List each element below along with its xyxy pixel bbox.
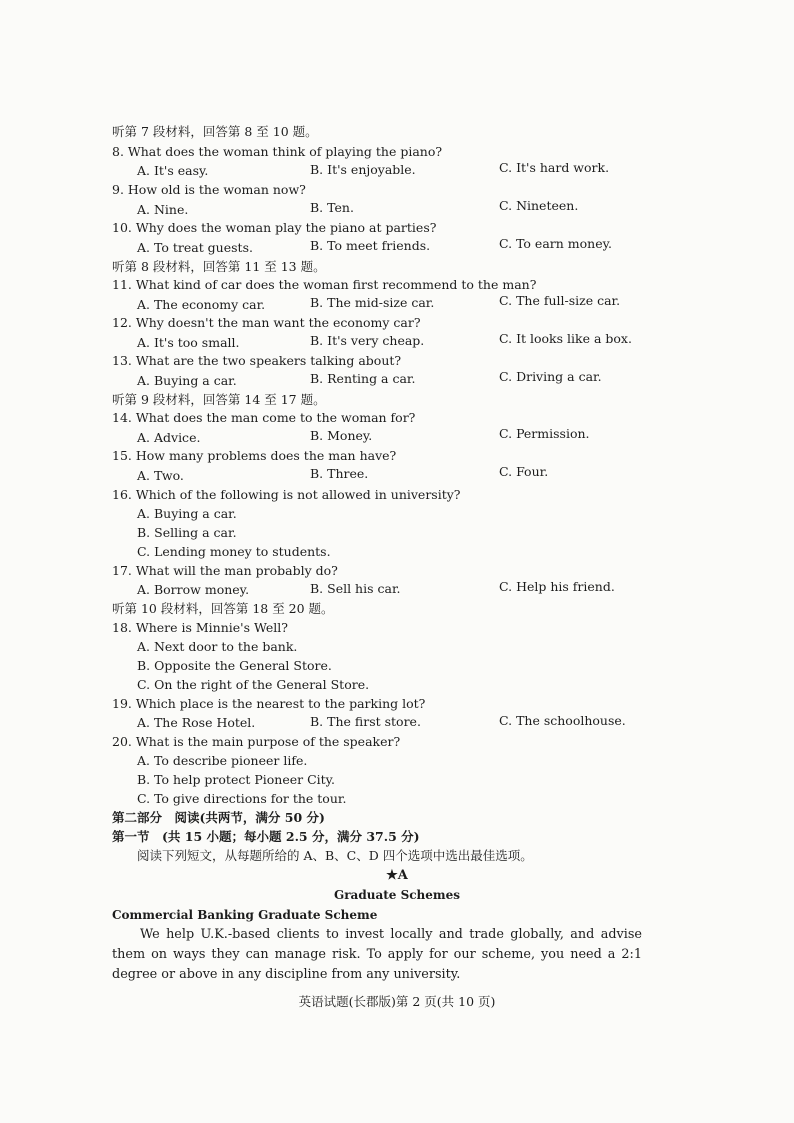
section-7-heading: 听第 7 段材料，回答第 8 至 10 题。	[112, 124, 318, 139]
q14-option-a: A. Advice.	[137, 430, 201, 445]
q11-option-a: A. The economy car.	[137, 297, 266, 312]
section-9-heading: 听第 9 段材料，回答第 14 至 17 题。	[112, 392, 326, 407]
q11-option-c: C. The full-size car.	[499, 293, 621, 308]
q8-option-a: A. It's easy.	[137, 163, 209, 178]
q13-option-b: B. Renting a car.	[310, 371, 416, 386]
q12-option-b: B. It's very cheap.	[310, 333, 425, 348]
q18-option-c: C. On the right of the General Store.	[137, 677, 370, 692]
q10-option-b: B. To meet friends.	[310, 238, 431, 253]
q19-option-b: B. The first store.	[310, 714, 421, 729]
q13-option-c: C. Driving a car.	[499, 369, 602, 384]
question-12: 12. Why doesn't the man want the economy car?	[112, 315, 421, 330]
q15-option-b: B. Three.	[310, 466, 369, 481]
scheme-paragraph: We help U.K.-based clients to invest locally and trade globally, and advise them on ways they can manage risk. To apply for our scheme, you need a 2:1 degree or above in any discipline from any university.	[112, 927, 642, 982]
q14-option-b: B. Money.	[310, 428, 373, 443]
question-9: 9. How old is the woman now?	[112, 182, 306, 197]
question-17: 17. What will the man probably do?	[112, 563, 338, 578]
q8-option-b: B. It's enjoyable.	[310, 162, 416, 177]
page-footer: 英语试题(长郡版)第 2 页(共 10 页)	[298, 994, 496, 1009]
question-13: 13. What are the two speakers talking about?	[112, 353, 402, 368]
q17-option-b: B. Sell his car.	[310, 581, 401, 596]
q18-option-a: A. Next door to the bank.	[137, 639, 298, 654]
question-16: 16. Which of the following is not allowed in university?	[112, 487, 461, 502]
q13-option-a: A. Buying a car.	[137, 373, 237, 388]
q19-option-c: C. The schoolhouse.	[499, 713, 626, 728]
question-20: 20. What is the main purpose of the speaker?	[112, 734, 401, 749]
section-10-heading: 听第 10 段材料，回答第 18 至 20 题。	[112, 601, 334, 616]
reading-section-1-heading: 第一节 (共 15 小题；每小题 2.5 分，满分 37.5 分)	[112, 829, 420, 844]
q18-option-b: B. Opposite the General Store.	[137, 658, 332, 673]
q19-option-a: A. The Rose Hotel.	[137, 715, 256, 730]
q17-option-c: C. Help his friend.	[499, 579, 615, 594]
q12-option-a: A. It's too small.	[137, 335, 240, 350]
q20-option-c: C. To give directions for the tour.	[137, 791, 347, 806]
question-11: 11. What kind of car does the woman first recommend to the man?	[112, 277, 537, 292]
reading-part-heading: 第二部分 阅读(共两节，满分 50 分)	[112, 810, 325, 825]
scheme-subtitle: Commercial Banking Graduate Scheme	[112, 908, 378, 922]
question-19: 19. Which place is the nearest to the parking lot?	[112, 696, 426, 711]
question-14: 14. What does the man come to the woman for?	[112, 410, 416, 425]
q16-option-c: C. Lending money to students.	[137, 544, 331, 559]
q14-option-c: C. Permission.	[499, 426, 590, 441]
q17-option-a: A. Borrow money.	[137, 582, 250, 597]
question-10: 10. Why does the woman play the piano at parties?	[112, 220, 437, 235]
section-8-heading: 听第 8 段材料，回答第 11 至 13 题。	[112, 259, 326, 274]
question-18: 18. Where is Minnie's Well?	[112, 620, 288, 635]
question-8: 8. What does the woman think of playing the piano?	[112, 144, 443, 159]
q11-option-b: B. The mid-size car.	[310, 295, 435, 310]
q20-option-b: B. To help protect Pioneer City.	[137, 772, 336, 787]
q15-option-a: A. Two.	[137, 468, 184, 483]
q16-option-b: B. Selling a car.	[137, 525, 237, 540]
q9-option-b: B. Ten.	[310, 200, 354, 215]
q9-option-c: C. Nineteen.	[499, 198, 579, 213]
q16-option-a: A. Buying a car.	[137, 506, 237, 521]
passage-title: Graduate Schemes	[333, 888, 460, 902]
reading-instruction: 阅读下列短文，从每题所给的 A、B、C、D 四个选项中选出最佳选项。	[137, 848, 533, 863]
q20-option-a: A. To describe pioneer life.	[137, 753, 308, 768]
q10-option-a: A. To treat guests.	[137, 240, 253, 255]
q8-option-c: C. It's hard work.	[499, 160, 610, 175]
question-15: 15. How many problems does the man have?	[112, 448, 397, 463]
q15-option-c: C. Four.	[499, 464, 549, 479]
passage-marker: ★A	[386, 868, 408, 883]
q9-option-a: A. Nine.	[137, 202, 189, 217]
q12-option-c: C. It looks like a box.	[499, 331, 632, 346]
q10-option-c: C. To earn money.	[499, 236, 612, 251]
